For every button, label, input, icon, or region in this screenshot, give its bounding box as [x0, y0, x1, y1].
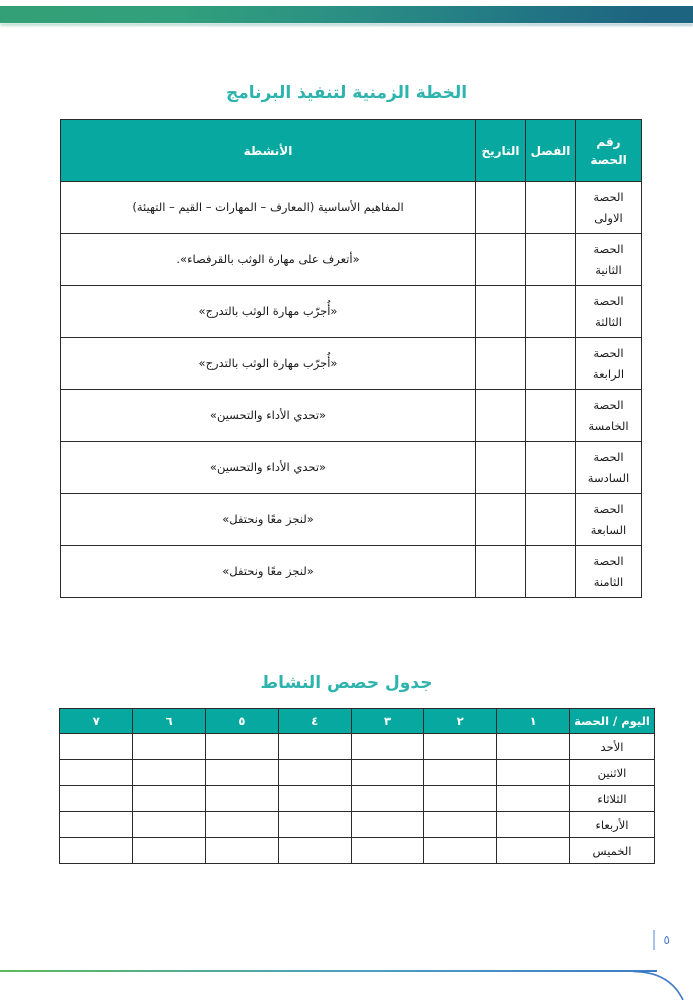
- column-header-activities: الأنشطة: [61, 120, 476, 182]
- column-header-day: اليوم / الحصة: [570, 709, 655, 734]
- footer-curve-decoration: [633, 955, 693, 1000]
- cell-slot[interactable]: [351, 812, 424, 838]
- cell-class[interactable]: [526, 182, 576, 234]
- activity-sessions-table-head: [60, 709, 655, 734]
- table-row: [60, 734, 655, 760]
- cell-slot[interactable]: [497, 812, 570, 838]
- program-schedule-table-body: [61, 182, 642, 598]
- cell-slot[interactable]: [351, 760, 424, 786]
- table-row: [61, 234, 642, 286]
- cell-slot[interactable]: [60, 838, 133, 864]
- cell-activity: «تحدي الأداء والتحسين»: [61, 442, 476, 494]
- cell-class[interactable]: [526, 494, 576, 546]
- column-header-slot-1: ١: [497, 709, 570, 734]
- header-gradient-shadow: [0, 23, 693, 26]
- table-row: [61, 338, 642, 390]
- cell-slot[interactable]: [206, 734, 279, 760]
- column-header-slot-4: ٤: [278, 709, 351, 734]
- cell-class[interactable]: [526, 234, 576, 286]
- cell-slot[interactable]: [133, 734, 206, 760]
- cell-activity: «أتعرف على مهارة الوثب بالقرفصاء».: [61, 234, 476, 286]
- table-row: [60, 786, 655, 812]
- cell-class[interactable]: [526, 442, 576, 494]
- table-row: [61, 494, 642, 546]
- table-row: [60, 812, 655, 838]
- program-schedule-table: [60, 119, 642, 598]
- cell-slot[interactable]: [206, 760, 279, 786]
- table-row: [61, 546, 642, 598]
- cell-session-number: الحصة الخامسة: [576, 390, 642, 442]
- cell-slot[interactable]: [206, 786, 279, 812]
- page-number-divider: [653, 930, 655, 950]
- table-row: [61, 182, 642, 234]
- cell-slot[interactable]: [60, 760, 133, 786]
- activity-section-title: جدول حصص النشاط: [260, 673, 433, 693]
- cell-date[interactable]: [476, 442, 526, 494]
- cell-activity: «لنجز معًا ونحتفل»: [61, 494, 476, 546]
- cell-session-number: الحصة السابعة: [576, 494, 642, 546]
- cell-slot[interactable]: [60, 734, 133, 760]
- cell-slot[interactable]: [351, 734, 424, 760]
- cell-session-number: الحصة الرابعة: [576, 338, 642, 390]
- cell-slot[interactable]: [497, 838, 570, 864]
- cell-class[interactable]: [526, 546, 576, 598]
- table-row: [61, 442, 642, 494]
- cell-slot[interactable]: [497, 734, 570, 760]
- table-row: [60, 838, 655, 864]
- cell-date[interactable]: [476, 338, 526, 390]
- cell-date[interactable]: [476, 546, 526, 598]
- header-gradient-bar: [0, 6, 693, 23]
- cell-slot[interactable]: [278, 838, 351, 864]
- cell-activity: «تحدي الأداء والتحسين»: [61, 390, 476, 442]
- cell-activity: المفاهيم الأساسية (المعارف – المهارات – القيم – التهيئة): [61, 182, 476, 234]
- cell-slot[interactable]: [351, 838, 424, 864]
- cell-date[interactable]: [476, 494, 526, 546]
- activity-sessions-table-body: [60, 734, 655, 864]
- cell-activity: «لنجز معًا ونحتفل»: [61, 546, 476, 598]
- column-header-class: الفصل: [526, 120, 576, 182]
- column-header-session-number: رقم الحصة: [576, 120, 642, 182]
- column-header-slot-2: ٢: [424, 709, 497, 734]
- cell-slot[interactable]: [206, 838, 279, 864]
- cell-slot[interactable]: [133, 812, 206, 838]
- cell-activity: «أُجرّب مهارة الوثب بالتدرج»: [61, 338, 476, 390]
- schedule-section-title: الخطة الزمنية لتنفيذ البرنامج: [225, 83, 468, 103]
- cell-slot[interactable]: [424, 786, 497, 812]
- column-header-date: التاريخ: [476, 120, 526, 182]
- column-header-slot-7: ٧: [60, 709, 133, 734]
- cell-slot[interactable]: [133, 838, 206, 864]
- table-header-row: [61, 120, 642, 182]
- cell-slot[interactable]: [278, 812, 351, 838]
- cell-session-number: الحصة الثانية: [576, 234, 642, 286]
- cell-slot[interactable]: [424, 760, 497, 786]
- cell-slot[interactable]: [278, 734, 351, 760]
- cell-slot[interactable]: [424, 838, 497, 864]
- page-number-value: ٥: [663, 933, 670, 947]
- cell-session-number: الحصة السادسة: [576, 442, 642, 494]
- cell-day-name: الأحد: [570, 734, 655, 760]
- cell-day-name: الاثنين: [570, 760, 655, 786]
- column-header-slot-6: ٦: [133, 709, 206, 734]
- cell-slot[interactable]: [133, 760, 206, 786]
- cell-date[interactable]: [476, 286, 526, 338]
- cell-session-number: الحصة الاولى: [576, 182, 642, 234]
- cell-day-name: الأربعاء: [570, 812, 655, 838]
- footer-rule: [0, 970, 657, 972]
- table-row: [60, 760, 655, 786]
- cell-session-number: الحصة الثالثة: [576, 286, 642, 338]
- cell-slot[interactable]: [424, 812, 497, 838]
- cell-slot[interactable]: [497, 760, 570, 786]
- activity-sessions-table: [59, 708, 655, 864]
- cell-date[interactable]: [476, 390, 526, 442]
- cell-slot[interactable]: [206, 812, 279, 838]
- cell-activity: «أُجرّب مهارة الوثب بالتدرج»: [61, 286, 476, 338]
- table-row: [61, 390, 642, 442]
- table-row: [61, 286, 642, 338]
- cell-day-name: الثلاثاء: [570, 786, 655, 812]
- page-number: [653, 930, 670, 950]
- column-header-slot-3: ٣: [351, 709, 424, 734]
- cell-slot[interactable]: [60, 812, 133, 838]
- cell-slot[interactable]: [133, 786, 206, 812]
- cell-day-name: الخميس: [570, 838, 655, 864]
- cell-date[interactable]: [476, 234, 526, 286]
- column-header-slot-5: ٥: [206, 709, 279, 734]
- cell-slot[interactable]: [60, 786, 133, 812]
- table-header-row: [60, 709, 655, 734]
- program-schedule-table-head: [61, 120, 642, 182]
- cell-slot[interactable]: [497, 786, 570, 812]
- cell-class[interactable]: [526, 338, 576, 390]
- cell-session-number: الحصة الثامنة: [576, 546, 642, 598]
- cell-class[interactable]: [526, 390, 576, 442]
- cell-class[interactable]: [526, 286, 576, 338]
- cell-slot[interactable]: [278, 760, 351, 786]
- cell-slot[interactable]: [351, 786, 424, 812]
- cell-slot[interactable]: [424, 734, 497, 760]
- cell-date[interactable]: [476, 182, 526, 234]
- cell-slot[interactable]: [278, 786, 351, 812]
